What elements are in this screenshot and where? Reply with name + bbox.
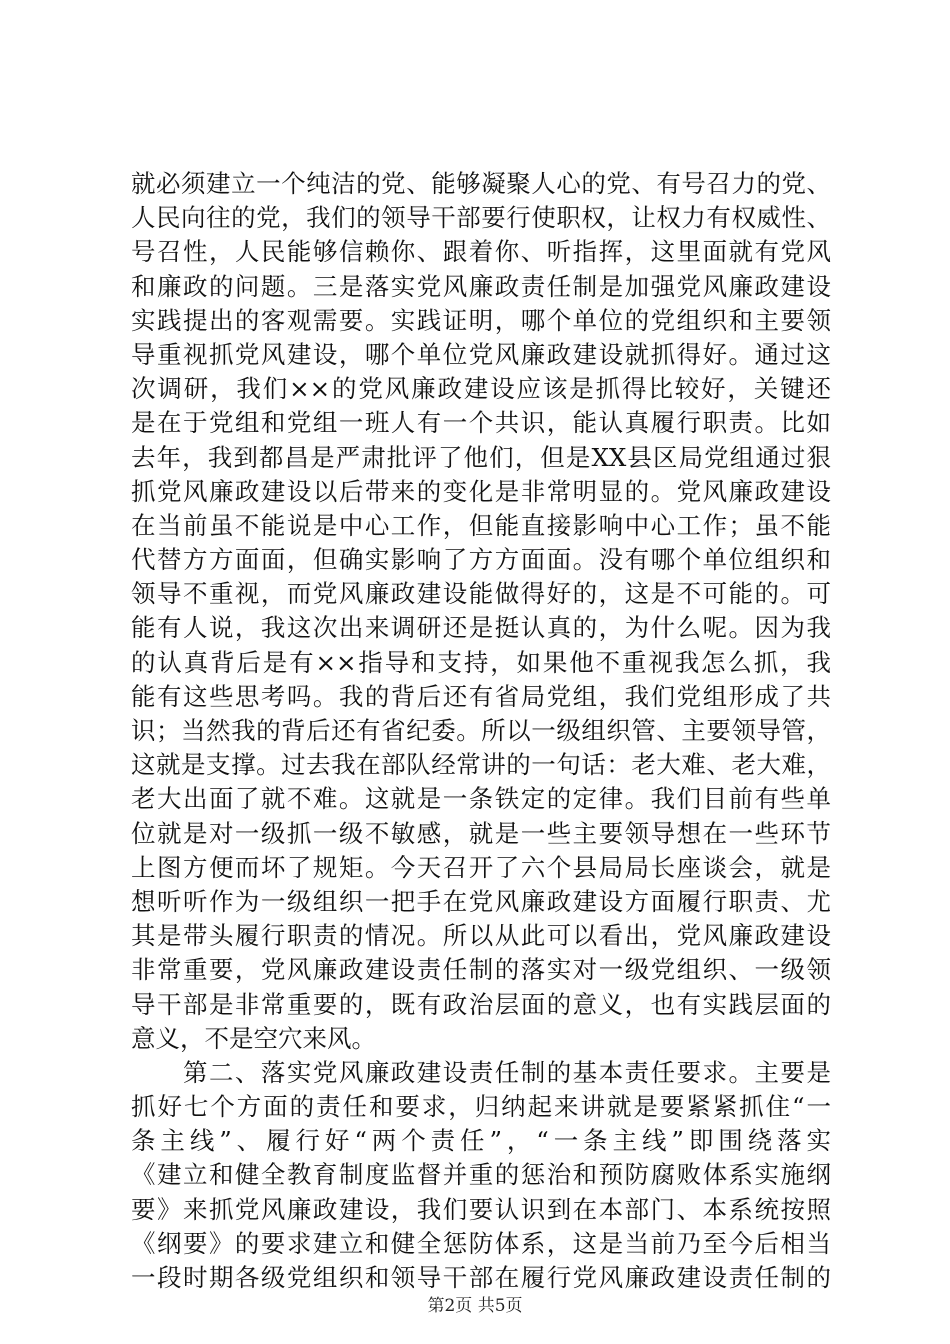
- text-line: 要》来抓党风廉政建设，我们要认识到在本部门、本系统按照: [131, 1194, 831, 1224]
- text-line: 条主线”、履行好“两个责任”，“一条主线”即围绕落实: [131, 1126, 831, 1156]
- text-line: 的认真背后是有××指导和支持，如果他不重视我怎么抓，我: [131, 647, 831, 677]
- text-line: 想听听作为一级组织一把手在党风廉政建设方面履行职责、尤: [131, 886, 831, 916]
- text-line: 号召性，人民能够信赖你、跟着你、听指挥，这里面就有党风: [131, 237, 831, 267]
- text-line: 次调研，我们××的党风廉政建设应该是抓得比较好，关键还: [131, 374, 831, 404]
- text-line: 这就是支撑。过去我在部队经常讲的一句话：老大难、老大难，: [131, 750, 831, 780]
- paragraph-start-line: 第二、落实党风廉政建设责任制的基本责任要求。主要是: [131, 1057, 831, 1087]
- text-line: 《建立和健全教育制度监督并重的惩治和预防腐败体系实施纲: [131, 1160, 831, 1190]
- text-line: 领导不重视，而党风廉政建设能做得好的，这是不可能的。可: [131, 579, 831, 609]
- text-line: 《纲要》的要求建立和健全惩防体系，这是当前乃至今后相当: [131, 1228, 831, 1258]
- text-line: 去年，我到都昌是严肃批评了他们，但是XX县区局党组通过狠: [131, 442, 831, 472]
- text-line: 一段时期各级党组织和领导干部在履行党风廉政建设责任制的: [131, 1263, 831, 1292]
- text-line: 识；当然我的背后还有省纪委。所以一级组织管、主要领导管，: [131, 716, 831, 745]
- text-line: 代替方方面面，但确实影响了方方面面。没有哪个单位组织和: [131, 545, 831, 575]
- text-line: 导干部是非常重要的，既有政治层面的意义，也有实践层面的: [131, 989, 831, 1019]
- text-line: 实践提出的客观需要。实践证明，哪个单位的党组织和主要领: [131, 305, 831, 335]
- text-line: 抓好七个方面的责任和要求，归纳起来讲就是要紧紧抓住“一: [131, 1092, 831, 1122]
- text-line: 能有人说，我这次出来调研还是挺认真的，为什么呢。因为我: [131, 613, 831, 643]
- text-line: 就必须建立一个纯洁的党、能够凝聚人心的党、有号召力的党、: [131, 169, 831, 198]
- text-line: 非常重要，党风廉政建设责任制的落实对一级党组织、一级领: [131, 955, 831, 985]
- page-number-label: 第2页 共5页: [427, 1296, 523, 1316]
- text-line: 和廉政的问题。三是落实党风廉政责任制是加强党风廉政建设: [131, 271, 831, 301]
- text-line: 人民向往的党，我们的领导干部要行使职权，让权力有权威性、: [131, 203, 831, 233]
- text-line: 位就是对一级抓一级不敏感，就是一些主要领导想在一些环节: [131, 818, 831, 848]
- text-line: 在当前虽不能说是中心工作，但能直接影响中心工作；虽不能: [131, 510, 831, 540]
- page-footer: [0, 1296, 950, 1316]
- text-line: 上图方便而坏了规矩。今天召开了六个县局局长座谈会，就是: [131, 852, 831, 882]
- text-line: 其是带头履行职责的情况。所以从此可以看出，党风廉政建设: [131, 921, 831, 951]
- text-line: 老大出面了就不难。这就是一条铁定的定律。我们目前有些单: [131, 784, 831, 814]
- text-line: 导重视抓党风建设，哪个单位党风廉政建设就抓得好。通过这: [131, 339, 831, 369]
- text-line: 是在于党组和党组一班人有一个共识，能认真履行职责。比如: [131, 408, 831, 438]
- text-line: 能有这些思考吗。我的背后还有省局党组，我们党组形成了共: [131, 681, 831, 711]
- paragraph-end-line: 意义，不是空穴来风。: [131, 1023, 376, 1053]
- text-line: 抓党风廉政建设以后带来的变化是非常明显的。党风廉政建设: [131, 476, 831, 506]
- body-text: [131, 167, 831, 1295]
